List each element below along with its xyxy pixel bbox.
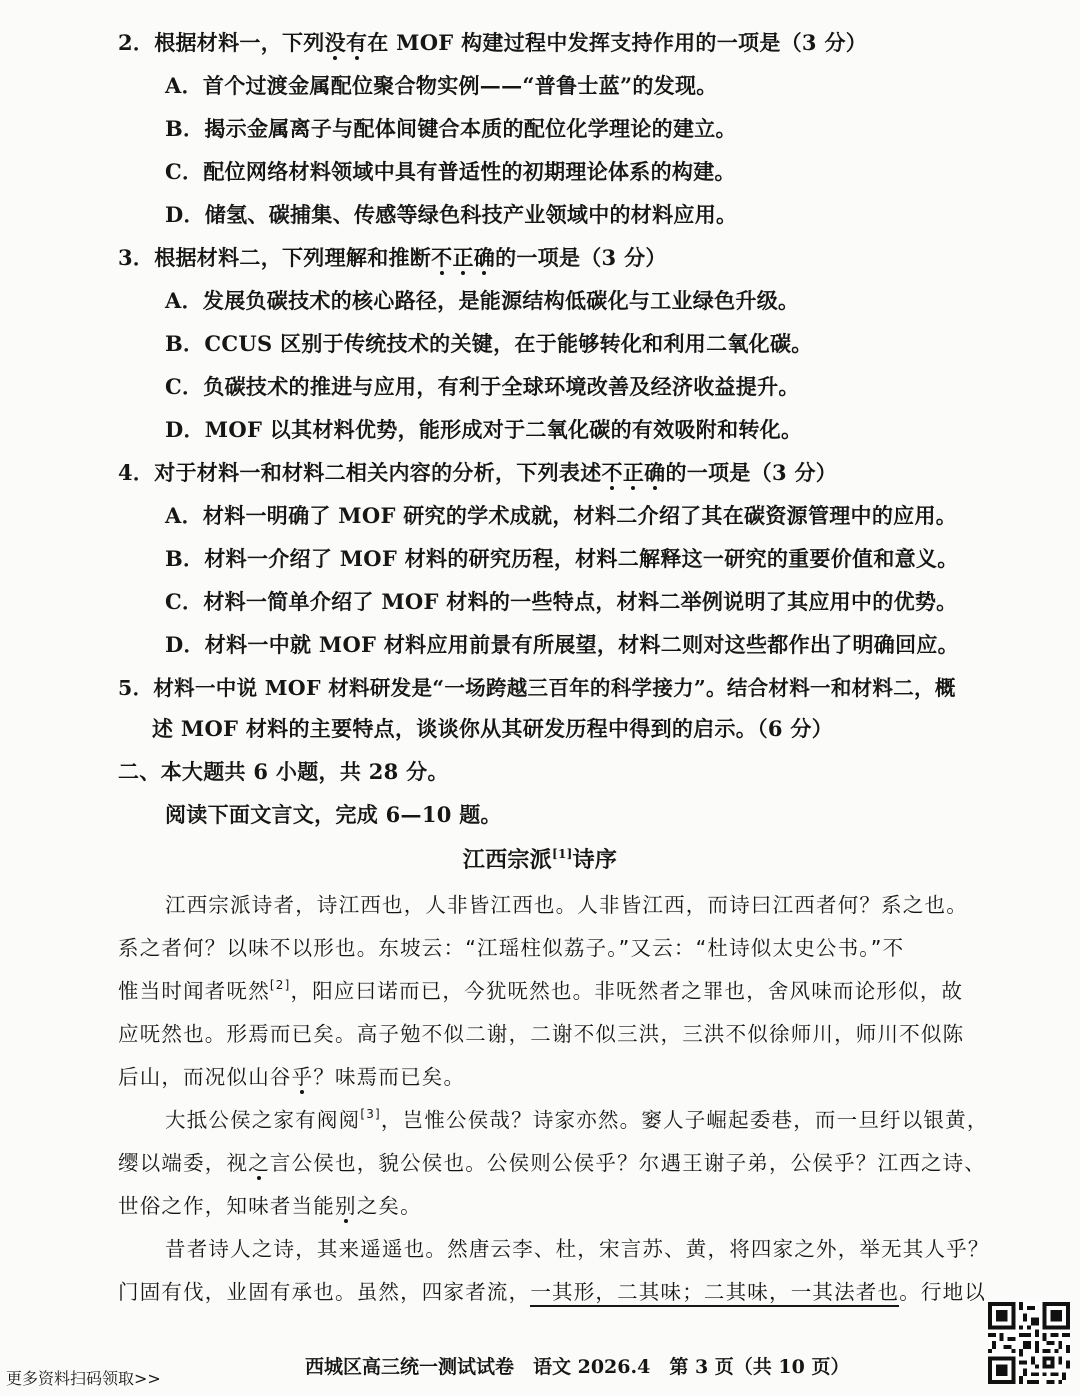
q4-option-c: C．材料一简单介绍了 MOF 材料的一些特点，材料二举例说明了其应用中的优势。 <box>165 589 958 614</box>
passage-text: 惟当时闻者呒然 <box>118 979 270 1003</box>
passage-title-post: 诗序 <box>572 847 618 873</box>
q2-option-d: D．储氢、碳捕集、传感等绿色科技产业领域中的材料应用。 <box>165 202 738 227</box>
passage-text: 后山，而况似山谷 <box>118 1065 292 1089</box>
passage-line <box>118 1148 986 1178</box>
q3-stem <box>118 243 667 273</box>
emphasis-char: 不 <box>431 245 453 270</box>
footer-page-info: 西城区高三统一测试试卷 语文 2026.4 第 3 页（共 10 页） <box>305 1356 850 1378</box>
passage-text: 言公侯也，貌公侯也。公侯则公侯乎？尔遇王谢子弟，公侯乎？江西之诗、 <box>269 1151 987 1175</box>
q4-option-b: B．材料一介绍了 MOF 材料的研究历程，材料二解释这一研究的重要价值和意义。 <box>165 546 959 571</box>
passage-line: 江西宗派诗者，诗江西也，人非皆江西也。人非皆江西，而诗曰江西者何？系之也。 <box>165 893 968 917</box>
passage-line <box>118 976 963 1006</box>
q3-option-d: D．MOF 以其材料优势，能形成对于二氧化碳的有效吸附和转化。 <box>165 417 803 442</box>
passage-text: 之矣。 <box>356 1194 422 1218</box>
emphasis-char: 有 <box>345 30 368 55</box>
emphasis-char: 别 <box>335 1194 357 1218</box>
footnote-marker: [2] <box>269 978 291 992</box>
q2-option-a: A．首个过渡金属配位聚合物实例——“普鲁士蓝”的发现。 <box>165 73 718 98</box>
passage-text: ，阳应曰诺而已，今犹呒然也。非呒然者之罪也，舍风味而论形似，故 <box>290 979 964 1003</box>
q2-option-b: B．揭示金属离子与配体间键合本质的配位化学理论的建立。 <box>165 116 737 141</box>
passage-title <box>0 845 1080 875</box>
q3-option-a: A．发展负碳技术的核心路径，是能源结构低碳化与工业绿色升级。 <box>165 288 800 313</box>
underlined-sentence: 一其形，二其味；二其味，一其法者也 <box>530 1280 899 1307</box>
passage-text: ，岂惟公侯哉？诗家亦然。窭人子崛起委巷，而一旦纡以银黄， <box>380 1108 989 1132</box>
passage-text: 世俗之作，知味者当能 <box>118 1194 335 1218</box>
footer-promo-link[interactable]: 更多资料扫码领取>> <box>6 1369 161 1388</box>
passage-text: 缨以端委，视 <box>118 1151 249 1175</box>
emphasis-char: 确 <box>644 460 666 485</box>
passage-line: 系之者何？以味不以形也。东坡云：“江瑶柱似荔子。”又云：“杜诗似太史公书。”不 <box>118 936 905 960</box>
section-heading: 二、本大题共 6 小题，共 28 分。 <box>118 759 449 784</box>
emphasis-char: 之 <box>248 1151 270 1175</box>
emphasis-char: 确 <box>473 245 496 270</box>
q4-stem <box>118 458 837 488</box>
emphasis-char: 不 <box>601 460 623 485</box>
footnote-marker: [1] <box>551 847 573 861</box>
q4-stem-pre: 4．对于材料一和材料二相关内容的分析，下列表述 <box>118 460 602 485</box>
passage-title-pre: 江西宗派 <box>462 847 552 873</box>
emphasis-char: 正 <box>452 245 474 270</box>
q4-option-a: A．材料一明确了 MOF 研究的学术成就，材料二介绍了其在碳资源管理中的应用。 <box>165 503 958 528</box>
passage-text: 门固有伐，业固有承也。虽然，四家者流， <box>118 1280 531 1304</box>
passage-line <box>118 1191 422 1221</box>
emphasis-char: 乎 <box>291 1065 314 1089</box>
q4-option-d: D．材料一中就 MOF 材料应用前景有所展望，材料二则对这些都作出了明确回应。 <box>165 632 959 657</box>
q4-stem-post: 的一项是（3 分） <box>665 460 838 485</box>
footnote-marker: [3] <box>360 1107 381 1121</box>
emphasis-char: 正 <box>622 460 645 485</box>
passage-text: 。行地以 <box>899 1280 987 1304</box>
passage-line <box>118 1277 986 1307</box>
q2-stem-post: 在 MOF 构建过程中发挥支持作用的一项是（3 分） <box>367 30 868 55</box>
q5-line-2: 述 MOF 材料的主要特点，谈谈你从其研发历程中得到的启示。（6 分） <box>152 716 833 741</box>
passage-line <box>118 1062 465 1092</box>
q2-stem-pre: 2．根据材料一，下列 <box>118 30 325 55</box>
passage-text: 大抵公侯之家有阀阅 <box>165 1108 361 1132</box>
emphasis-char: 没 <box>324 30 346 55</box>
section-instruction: 阅读下面文言文，完成 6—10 题。 <box>165 802 502 827</box>
passage-line: 应呒然也。形焉而已矣。高子勉不似二谢，二谢不似三洪，三洪不似徐师川，师川不似陈 <box>118 1022 965 1046</box>
q2-option-c: C．配位网络材料领域中具有普适性的初期理论体系的构建。 <box>165 159 736 184</box>
q5-line-1: 5．材料一中说 MOF 材料研发是“一场跨越三百年的科学接力”。结合材料一和材料二，概 <box>118 676 956 700</box>
q3-stem-post: 的一项是（3 分） <box>495 245 667 270</box>
q3-stem-pre: 3．根据材料二，下列理解和推断 <box>118 245 432 270</box>
q3-option-c: C．负碳技术的推进与应用，有利于全球环境改善及经济收益提升。 <box>165 374 800 399</box>
passage-text: ？味焉而已矣。 <box>313 1065 466 1089</box>
q2-stem <box>118 28 867 58</box>
qr-code-icon[interactable] <box>988 1302 1070 1384</box>
passage-line: 昔者诗人之诗，其来遥遥也。然唐云李、杜，宋言苏、黄，将四家之外，举无其人乎？ <box>165 1237 990 1261</box>
passage-line <box>165 1105 989 1135</box>
q3-option-b: B．CCUS 区别于传统技术的关键，在于能够转化和利用二氧化碳。 <box>165 331 813 356</box>
